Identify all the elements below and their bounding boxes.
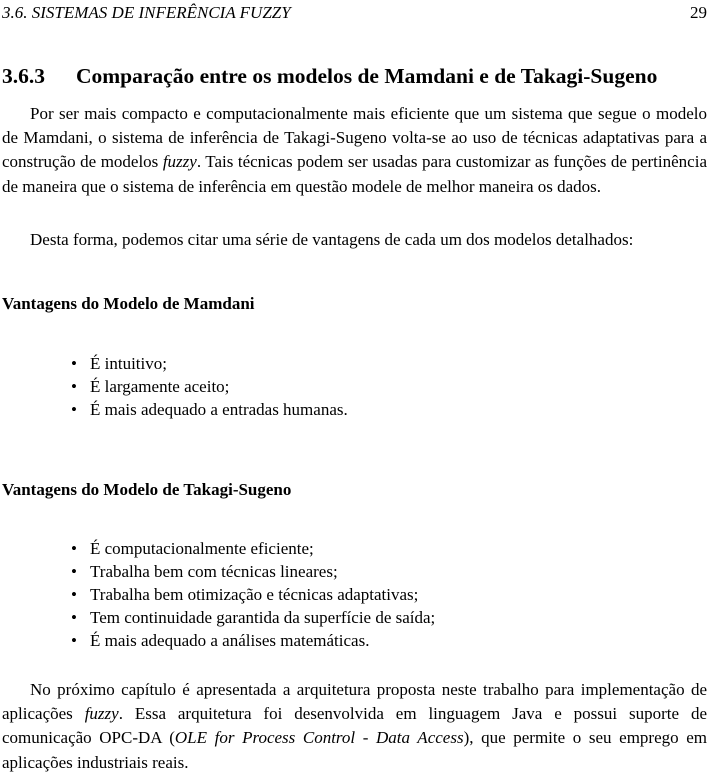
list-item-text: É mais adequado a entradas humanas. bbox=[90, 400, 348, 419]
list-item bbox=[70, 606, 435, 629]
running-header bbox=[2, 2, 707, 24]
section-number: 3.6.3 bbox=[2, 64, 45, 88]
list-item bbox=[70, 375, 348, 398]
list-mamdani-advantages bbox=[70, 352, 348, 421]
bullet-icon: • bbox=[71, 631, 77, 650]
list-item-text: Trabalha bem otimização e técnicas adaptativas; bbox=[90, 585, 419, 604]
list-item-text: Tem continuidade garantida da superfície de saída; bbox=[90, 608, 436, 627]
paragraph-intro-text-2: . Tais técnicas podem ser usadas para customizar as funções de pertinência de maneira que o sistema de inferência em questão modele de melhor maneira os dados. bbox=[2, 152, 707, 196]
list-item bbox=[70, 352, 348, 375]
paragraph-next-text-2: . Essa arquitetura foi desenvolvida em linguagem Java e possui suporte de comunicação OPC-DA ( bbox=[2, 704, 707, 748]
section-heading bbox=[2, 64, 657, 89]
bullet-icon: • bbox=[71, 562, 77, 581]
list-item bbox=[70, 629, 435, 652]
bullet-icon: • bbox=[71, 608, 77, 627]
section-title: Comparação entre os modelos de Mamdani e de Takagi-Sugeno bbox=[76, 64, 658, 88]
list-item bbox=[70, 560, 435, 583]
list-item bbox=[70, 398, 348, 421]
subheading-sugeno: Vantagens do Modelo de Takagi-Sugeno bbox=[2, 480, 292, 499]
list-item-text: Trabalha bem com técnicas lineares; bbox=[90, 562, 338, 581]
bullet-icon: • bbox=[71, 377, 77, 396]
list-item bbox=[70, 583, 435, 606]
paragraph-next-emphasis-1: fuzzy bbox=[84, 704, 119, 724]
bullet-icon: • bbox=[71, 354, 77, 373]
paragraph-next-emphasis-2: OLE for Process Control - Data Access bbox=[174, 728, 464, 748]
paragraph-next-text-3: ), que permite o seu emprego em aplicações industriais reais. bbox=[2, 728, 707, 772]
list-item-text: É largamente aceito; bbox=[90, 377, 230, 396]
list-item-text: É computacionalmente eficiente; bbox=[90, 539, 314, 558]
paragraph-next-chapter bbox=[2, 678, 707, 775]
list-item-text: É intuitivo; bbox=[90, 354, 167, 373]
bullet-icon: • bbox=[71, 539, 77, 558]
subheading-mamdani: Vantagens do Modelo de Mamdani bbox=[2, 294, 255, 313]
paragraph-intro-text-1: Por ser mais compacto e computacionalmente mais eficiente que um sistema que segue o modelo de Mamdani, o sistema de inferência de Takagi-Sugeno volta-se ao uso de técnicas adaptativas para a construção de modelos bbox=[2, 104, 707, 172]
bullet-icon: • bbox=[71, 400, 77, 419]
paragraph-intro-emphasis: fuzzy bbox=[162, 152, 197, 172]
list-item-text: É mais adequado a análises matemáticas. bbox=[90, 631, 370, 650]
list-item bbox=[70, 537, 435, 560]
running-header-section: 3.6. SISTEMAS DE INFERÊNCIA FUZZY bbox=[2, 3, 291, 22]
bullet-icon: • bbox=[71, 585, 77, 604]
paragraph-intro bbox=[2, 102, 707, 199]
paragraph-next-text-1: No próximo capítulo é apresentada a arquitetura proposta neste trabalho para implementação de aplicações bbox=[2, 680, 707, 724]
list-sugeno-advantages bbox=[70, 537, 435, 652]
page-number: 29 bbox=[690, 3, 707, 22]
paragraph-advantages-intro: Desta forma, podemos citar uma série de vantagens de cada um dos modelos detalhados: bbox=[30, 230, 634, 249]
